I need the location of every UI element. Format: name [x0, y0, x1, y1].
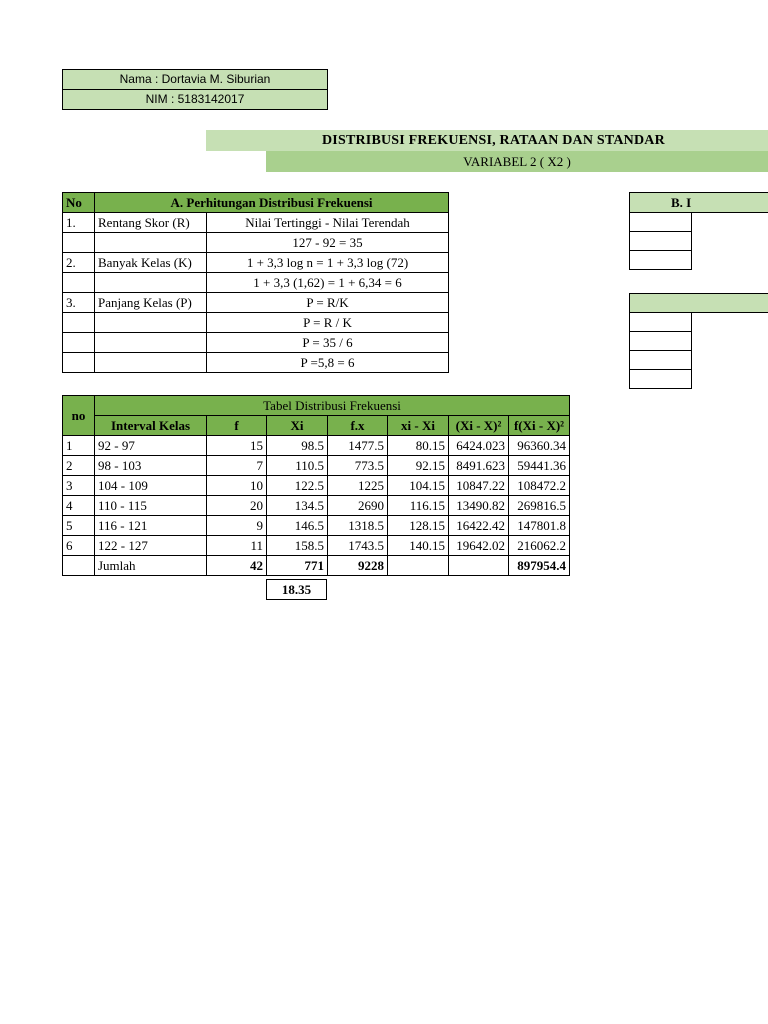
- section-b-title: [630, 193, 768, 213]
- total-xi: 771: [267, 556, 328, 576]
- b-cell: [692, 232, 768, 251]
- b-cell: [630, 251, 692, 270]
- a-row-value: P = 35 / 6: [207, 333, 449, 353]
- nama-cell: Nama : Dortavia M. Siburian: [63, 70, 328, 90]
- row-fx: 1225: [328, 476, 388, 496]
- b-cell: [630, 213, 692, 232]
- total-no: [63, 556, 95, 576]
- row-fsq: 216062.2: [509, 536, 570, 556]
- row-no: 3: [63, 476, 95, 496]
- a-row-no: [63, 333, 95, 353]
- row-xi: 158.5: [267, 536, 328, 556]
- b2-cell: [630, 313, 692, 332]
- a-row-value: P = R/K: [207, 293, 449, 313]
- row-dev: 116.15: [388, 496, 449, 516]
- freq-header: Interval Kelas: [95, 416, 207, 436]
- nim-cell: NIM : 5183142017: [63, 90, 328, 110]
- a-row-value: Nilai Tertinggi - Nilai Terendah: [207, 213, 449, 233]
- row-dev: 104.15: [388, 476, 449, 496]
- a-row-no: [63, 233, 95, 253]
- total-fx: 9228: [328, 556, 388, 576]
- b2-cell: [630, 351, 692, 370]
- row-fx: 1318.5: [328, 516, 388, 536]
- freq-header: Xi: [267, 416, 328, 436]
- a-row-value: 127 - 92 = 35: [207, 233, 449, 253]
- total-row: [63, 556, 570, 576]
- a-row-no: [63, 273, 95, 293]
- b2-cell: [692, 351, 768, 370]
- freq-header: f(Xi - X)²: [509, 416, 570, 436]
- identity-table: [62, 69, 328, 110]
- section-b-table: [629, 192, 768, 270]
- a-row-no: 2.: [63, 253, 95, 273]
- section-a-table: [62, 192, 449, 373]
- table-row: [63, 456, 570, 476]
- row-interval: 116 - 121: [95, 516, 207, 536]
- freq-header: f.x: [328, 416, 388, 436]
- a-row-label: [95, 273, 207, 293]
- a-row-value: P =5,8 = 6: [207, 353, 449, 373]
- row-xi: 146.5: [267, 516, 328, 536]
- table-row: [63, 436, 570, 456]
- table-row: [63, 536, 570, 556]
- row-f: 11: [207, 536, 267, 556]
- b2-cell: [630, 332, 692, 351]
- row-sq: 8491.623: [449, 456, 509, 476]
- table-row: [63, 496, 570, 516]
- a-row-no: [63, 353, 95, 373]
- row-dev: 92.15: [388, 456, 449, 476]
- row-no: 5: [63, 516, 95, 536]
- freq-col-no: no: [63, 396, 95, 436]
- a-row-no: 3.: [63, 293, 95, 313]
- row-f: 15: [207, 436, 267, 456]
- section-b-table-2: [629, 293, 768, 389]
- row-xi: 110.5: [267, 456, 328, 476]
- section-b-panel: [629, 192, 768, 276]
- extra-value: 18.35: [267, 580, 327, 600]
- row-sq: 10847.22: [449, 476, 509, 496]
- row-fsq: 108472.2: [509, 476, 570, 496]
- row-dev: 128.15: [388, 516, 449, 536]
- row-no: 4: [63, 496, 95, 516]
- a-row-label: Rentang Skor (R): [95, 213, 207, 233]
- row-xi: 134.5: [267, 496, 328, 516]
- row-sq: 19642.02: [449, 536, 509, 556]
- b2-cell: [692, 370, 768, 389]
- a-row-no: [63, 313, 95, 333]
- freq-header: f: [207, 416, 267, 436]
- a-row-value: 1 + 3,3 log n = 1 + 3,3 log (72): [207, 253, 449, 273]
- row-no: 6: [63, 536, 95, 556]
- total-fsq: 897954.4: [509, 556, 570, 576]
- row-fx: 2690: [328, 496, 388, 516]
- a-row-label: [95, 353, 207, 373]
- a-row-label: Banyak Kelas (K): [95, 253, 207, 273]
- row-interval: 110 - 115: [95, 496, 207, 516]
- row-no: 2: [63, 456, 95, 476]
- b2-cell: [692, 332, 768, 351]
- row-no: 1: [63, 436, 95, 456]
- section-b2-header: [630, 294, 768, 313]
- extra-value-table: [266, 579, 327, 600]
- section-b-panel-2: [629, 293, 768, 397]
- section-a-title: A. Perhitungan Distribusi Frekuensi: [95, 193, 449, 213]
- b-cell: [692, 251, 768, 270]
- a-row-label: Panjang Kelas (P): [95, 293, 207, 313]
- a-row-no: 1.: [63, 213, 95, 233]
- row-f: 7: [207, 456, 267, 476]
- total-sq: [449, 556, 509, 576]
- row-fsq: 59441.36: [509, 456, 570, 476]
- banner-title: DISTRIBUSI FREKUENSI, RATAAN DAN STANDAR: [206, 130, 768, 151]
- banner-subtitle: VARIABEL 2 ( X2 ): [266, 151, 768, 172]
- a-row-value: P = R / K: [207, 313, 449, 333]
- a-row-label: [95, 333, 207, 353]
- freq-table-title: Tabel Distribusi Frekuensi: [95, 396, 570, 416]
- a-row-value: 1 + 3,3 (1,62) = 1 + 6,34 = 6: [207, 273, 449, 293]
- row-dev: 140.15: [388, 536, 449, 556]
- row-fx: 1477.5: [328, 436, 388, 456]
- row-dev: 80.15: [388, 436, 449, 456]
- row-sq: 6424.023: [449, 436, 509, 456]
- row-f: 20: [207, 496, 267, 516]
- row-sq: 13490.82: [449, 496, 509, 516]
- row-sq: 16422.42: [449, 516, 509, 536]
- row-interval: 98 - 103: [95, 456, 207, 476]
- b2-cell: [692, 313, 768, 332]
- b2-cell: [630, 370, 692, 389]
- section-a-col-no: No: [63, 193, 95, 213]
- row-fx: 1743.5: [328, 536, 388, 556]
- row-fsq: 147801.8: [509, 516, 570, 536]
- row-f: 10: [207, 476, 267, 496]
- a-row-label: [95, 233, 207, 253]
- row-xi: 122.5: [267, 476, 328, 496]
- row-xi: 98.5: [267, 436, 328, 456]
- total-f: 42: [207, 556, 267, 576]
- row-f: 9: [207, 516, 267, 536]
- freq-header: (Xi - X)²: [449, 416, 509, 436]
- row-interval: 92 - 97: [95, 436, 207, 456]
- section-b-title-text: B. I: [671, 195, 692, 210]
- frequency-table: [62, 395, 570, 576]
- row-fsq: 269816.5: [509, 496, 570, 516]
- a-row-label: [95, 313, 207, 333]
- row-fx: 773.5: [328, 456, 388, 476]
- b-cell: [692, 213, 768, 232]
- row-interval: 104 - 109: [95, 476, 207, 496]
- total-label: Jumlah: [95, 556, 207, 576]
- row-interval: 122 - 127: [95, 536, 207, 556]
- b-cell: [630, 232, 692, 251]
- freq-header: xi - Xi: [388, 416, 449, 436]
- table-row: [63, 516, 570, 536]
- table-row: [63, 476, 570, 496]
- total-dev: [388, 556, 449, 576]
- row-fsq: 96360.34: [509, 436, 570, 456]
